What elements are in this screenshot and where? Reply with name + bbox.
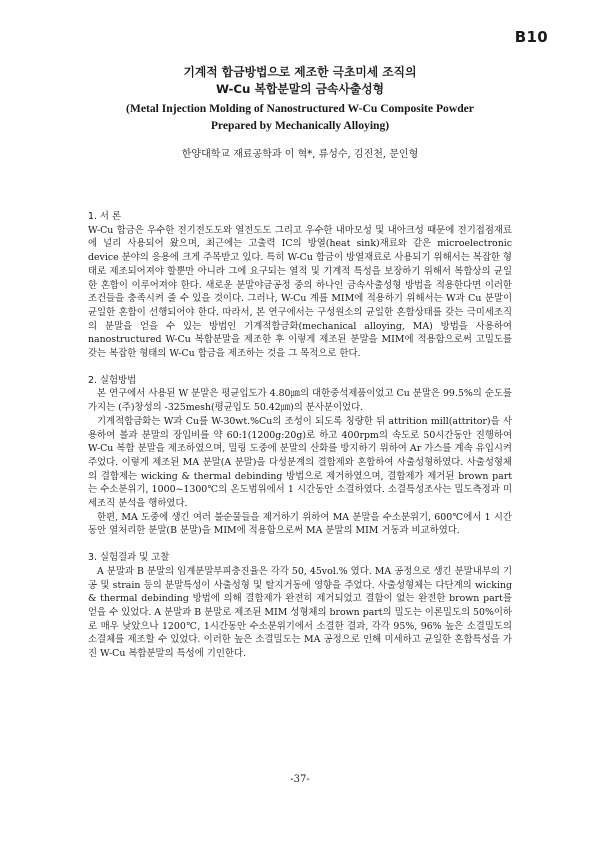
title-english-line-1: (Metal Injection Molding of Nanostructured W-Cu Composite Powder — [126, 102, 474, 115]
paragraph: A 분말과 B 분말의 임계분말부피충진율은 각각 50, 45vol.% 였다. MA 공정으로 생긴 분말내부의 기공 및 strain 등의 분말특성이 사출성형 및 탈지거동에 영향을 주었다. 사출성형체는 다단계의 wicking & thermal debinding 방법에 의해 결합제가 완전히 제거되었고 결함이 없는 완전한 brown part를 얻을 수 있었다. A 분말과 B 분말로 제조된 MIM 성형체의 brown part의 밀도는 이론밀도의 50%이하로 매우 낮았으나 1200℃, 1시간동안 수소분위기에서 소결한 결과, 각각 95%, 96% 높은 소결밀도의 소결체를 제조할 수 있었다. 이러한 높은 소결밀도는 MA 공정으로 인해 미세하고 균일한 혼합특성을 가진 W-Cu 복합분말의 특성에 기인한다. — [88, 565, 512, 660]
paragraph: W-Cu 합금은 우수한 전기전도도와 열전도도 그리고 우수한 내마모성 및 내아크성 때문에 전기접점재료에 널리 사용되어 왔으며, 최근에는 고출력 IC의 방열(heat sink)재료와 같은 microelectronic device 분야의 응용에 크게 주목받고 있다. 특히 W-Cu 합금이 방열재료로 사용되기 위해서는 복잡한 형태로 제조되어져야 할뿐만 아니라 그에 요구되는 열적 및 기계적 특성을 보장하기 위해서 복합상의 균일한 혼합이 이루어져야 한다. 새로운 분말야금공정 중의 하나인 금속사출성형 방법을 적용한다면 이러한 조건들을 충족시켜 줄 수 있을 것이다. 그러나, W-Cu 계를 MIM에 적용하기 위해서는 W과 Cu 분말이 균일한 혼합이 선행되어야 한다. 따라서, 본 연구에서는 구성원소의 균일한 혼합상태를 갖는 극미세조직의 분말을 얻을 수 있는 방법인 기계적합금화(mechanical alloying, MA) 방법을 사용하여 nanostructured W-Cu 복합분말을 제조한 후 이렇게 제조된 분말을 MIM에 적용함으로써 고밀도를 갖는 복잡한 형태의 W-Cu 합금을 제조하는 것을 그 목적으로 한다. — [88, 224, 512, 360]
paper-code: B10 — [514, 28, 548, 46]
paragraph: 한편, MA 도중에 생긴 여러 불순물들을 제거하기 위하여 MA 분말을 수소분위기, 600℃에서 1 시간동안 열처리한 분말(B 분말)을 MIM에 적용함으로써 MA 분말의 MIM 거동과 비교하였다. — [88, 511, 512, 537]
title-english-line-2: Prepared by Mechanically Alloying) — [210, 119, 390, 132]
title-korean-line-1: 기계적 합금방법으로 제조한 극초미세 조직의 — [183, 65, 417, 79]
section-heading: 1. 서 론 — [88, 211, 122, 222]
section-introduction — [88, 210, 512, 361]
paragraph: 본 연구에서 사용된 W 분말은 평균입도가 4.80㎛의 대한중석제품이었고 Cu 분말은 99.5%의 순도를 가지는 (주)창성의 -325mesh(평균입도 50.42㎛)의 분사분이었다. — [88, 388, 512, 414]
author-line: 한양대학교 재료공학과 이 혁*, 류성수, 김진천, 문인형 — [181, 149, 419, 160]
paper-body — [88, 210, 512, 674]
title-korean-line-2: W-Cu 복합분말의 금속사출성형 — [215, 82, 384, 96]
page-number: -37- — [290, 774, 310, 785]
title-block — [90, 64, 510, 134]
section-results — [88, 551, 512, 661]
section-heading: 3. 실험결과 및 고찰 — [88, 552, 170, 564]
section-heading: 2. 실험방법 — [88, 374, 137, 386]
paragraph: 기계적합금화는 W과 Cu를 W-30wt.%Cu의 조성이 되도록 칭량한 뒤 attrition mill(attritor)을 사용하여 볼과 분말의 장입비를 약 60:1(1200g:20g)로 하고 400rpm의 속도로 50시간동안 진행하여 W-Cu 복합 분말을 제조하였으며, 밀링 도중에 분말의 산화를 방지하기 위하여 Ar 가스를 계속 유입시켜 주었다. 이렇게 제조된 MA 분말(A 분말)을 다성분계의 결합제와 혼합하여 사출성형하였다. 사출성형체의 결합제는 wicking & thermal debinding 방법으로 제거하였으며, 결합제가 제거된 brown part는 수소분위기, 1000~1300℃의 온도범위에서 1 시간동안 소결하였다. 소결특성조사는 밀도측정과 미세조직 분석을 행하였다. — [88, 415, 512, 510]
section-methods — [88, 374, 512, 538]
